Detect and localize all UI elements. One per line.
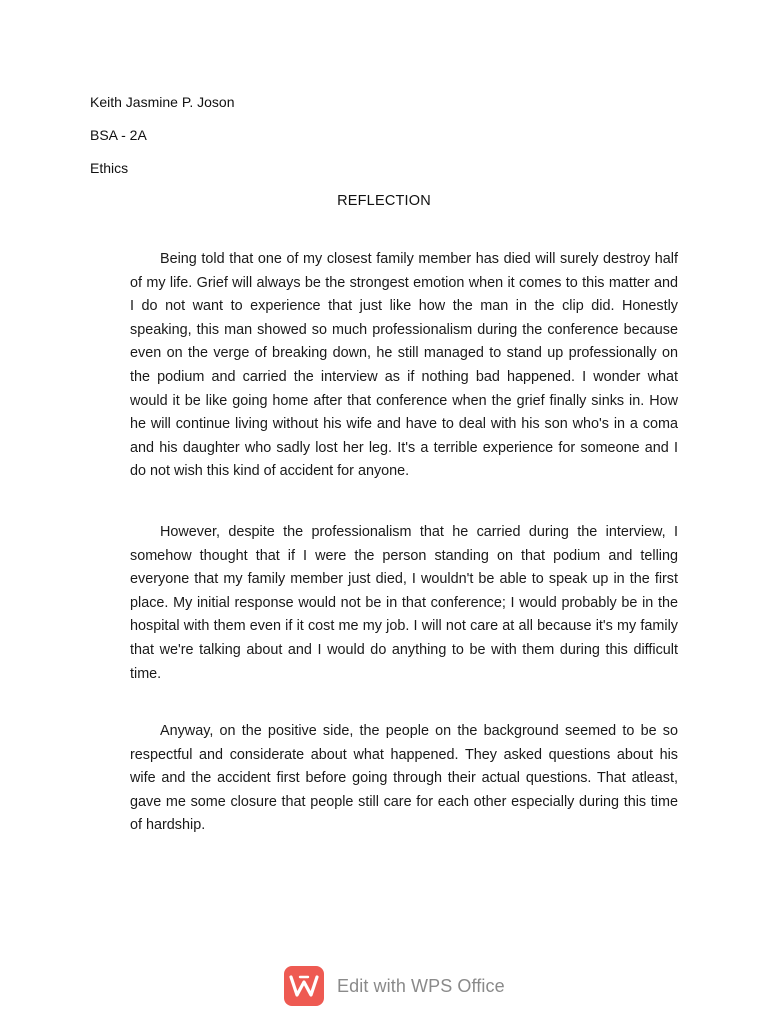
edit-with-wps-office-link[interactable]	[284, 965, 505, 1007]
body-paragraph-1: Being told that one of my closest family member has died will surely destroy half of my life. Grief will always be the strongest emotion when it comes to this matter and I do not want to experience that just like how the man in the clip did. Honestly speaking, this man showed so much professionalism during the conference because even on the verge of breaking down, he still managed to stand up professionally on the podium and carried the interview as if nothing bad happened. I wonder what would it be like going home after that conference when the grief finally sinks in. How he will continue living without his wife and have to deal with his son who's in a coma and his daughter who sadly lost her leg. It's a terrible experience for someone and I do not wish this kind of accident for anyone.	[130, 251, 678, 480]
body-paragraph-3: Anyway, on the positive side, the people on the background seemed to be so respectful and considerate about what happened. They asked questions about his wife and the accident first before going through their actual questions. That atleast, gave me some closure that people still care for each other especially during this time of hardship.	[130, 723, 678, 834]
subject-name: Ethics	[90, 160, 129, 176]
author-name: Keith Jasmine P. Joson	[90, 94, 235, 110]
body-paragraph-2: However, despite the professionalism that he carried during the interview, I somehow thought that if I were the person standing on that podium and telling everyone that my family member just died, I wouldn't be able to speak up in the first place. My initial response would not be in that conference; I would probably be in the hospital with them even if it cost me my job. I will not care at all because it's my family that we're talking about and I would do anything to be with them during this difficult time.	[130, 524, 678, 682]
document-title: REFLECTION	[337, 193, 431, 209]
wps-office-logo-icon	[284, 966, 324, 1006]
edit-with-wps-office-label: Edit with WPS Office	[337, 975, 505, 996]
class-section: BSA - 2A	[90, 127, 147, 143]
